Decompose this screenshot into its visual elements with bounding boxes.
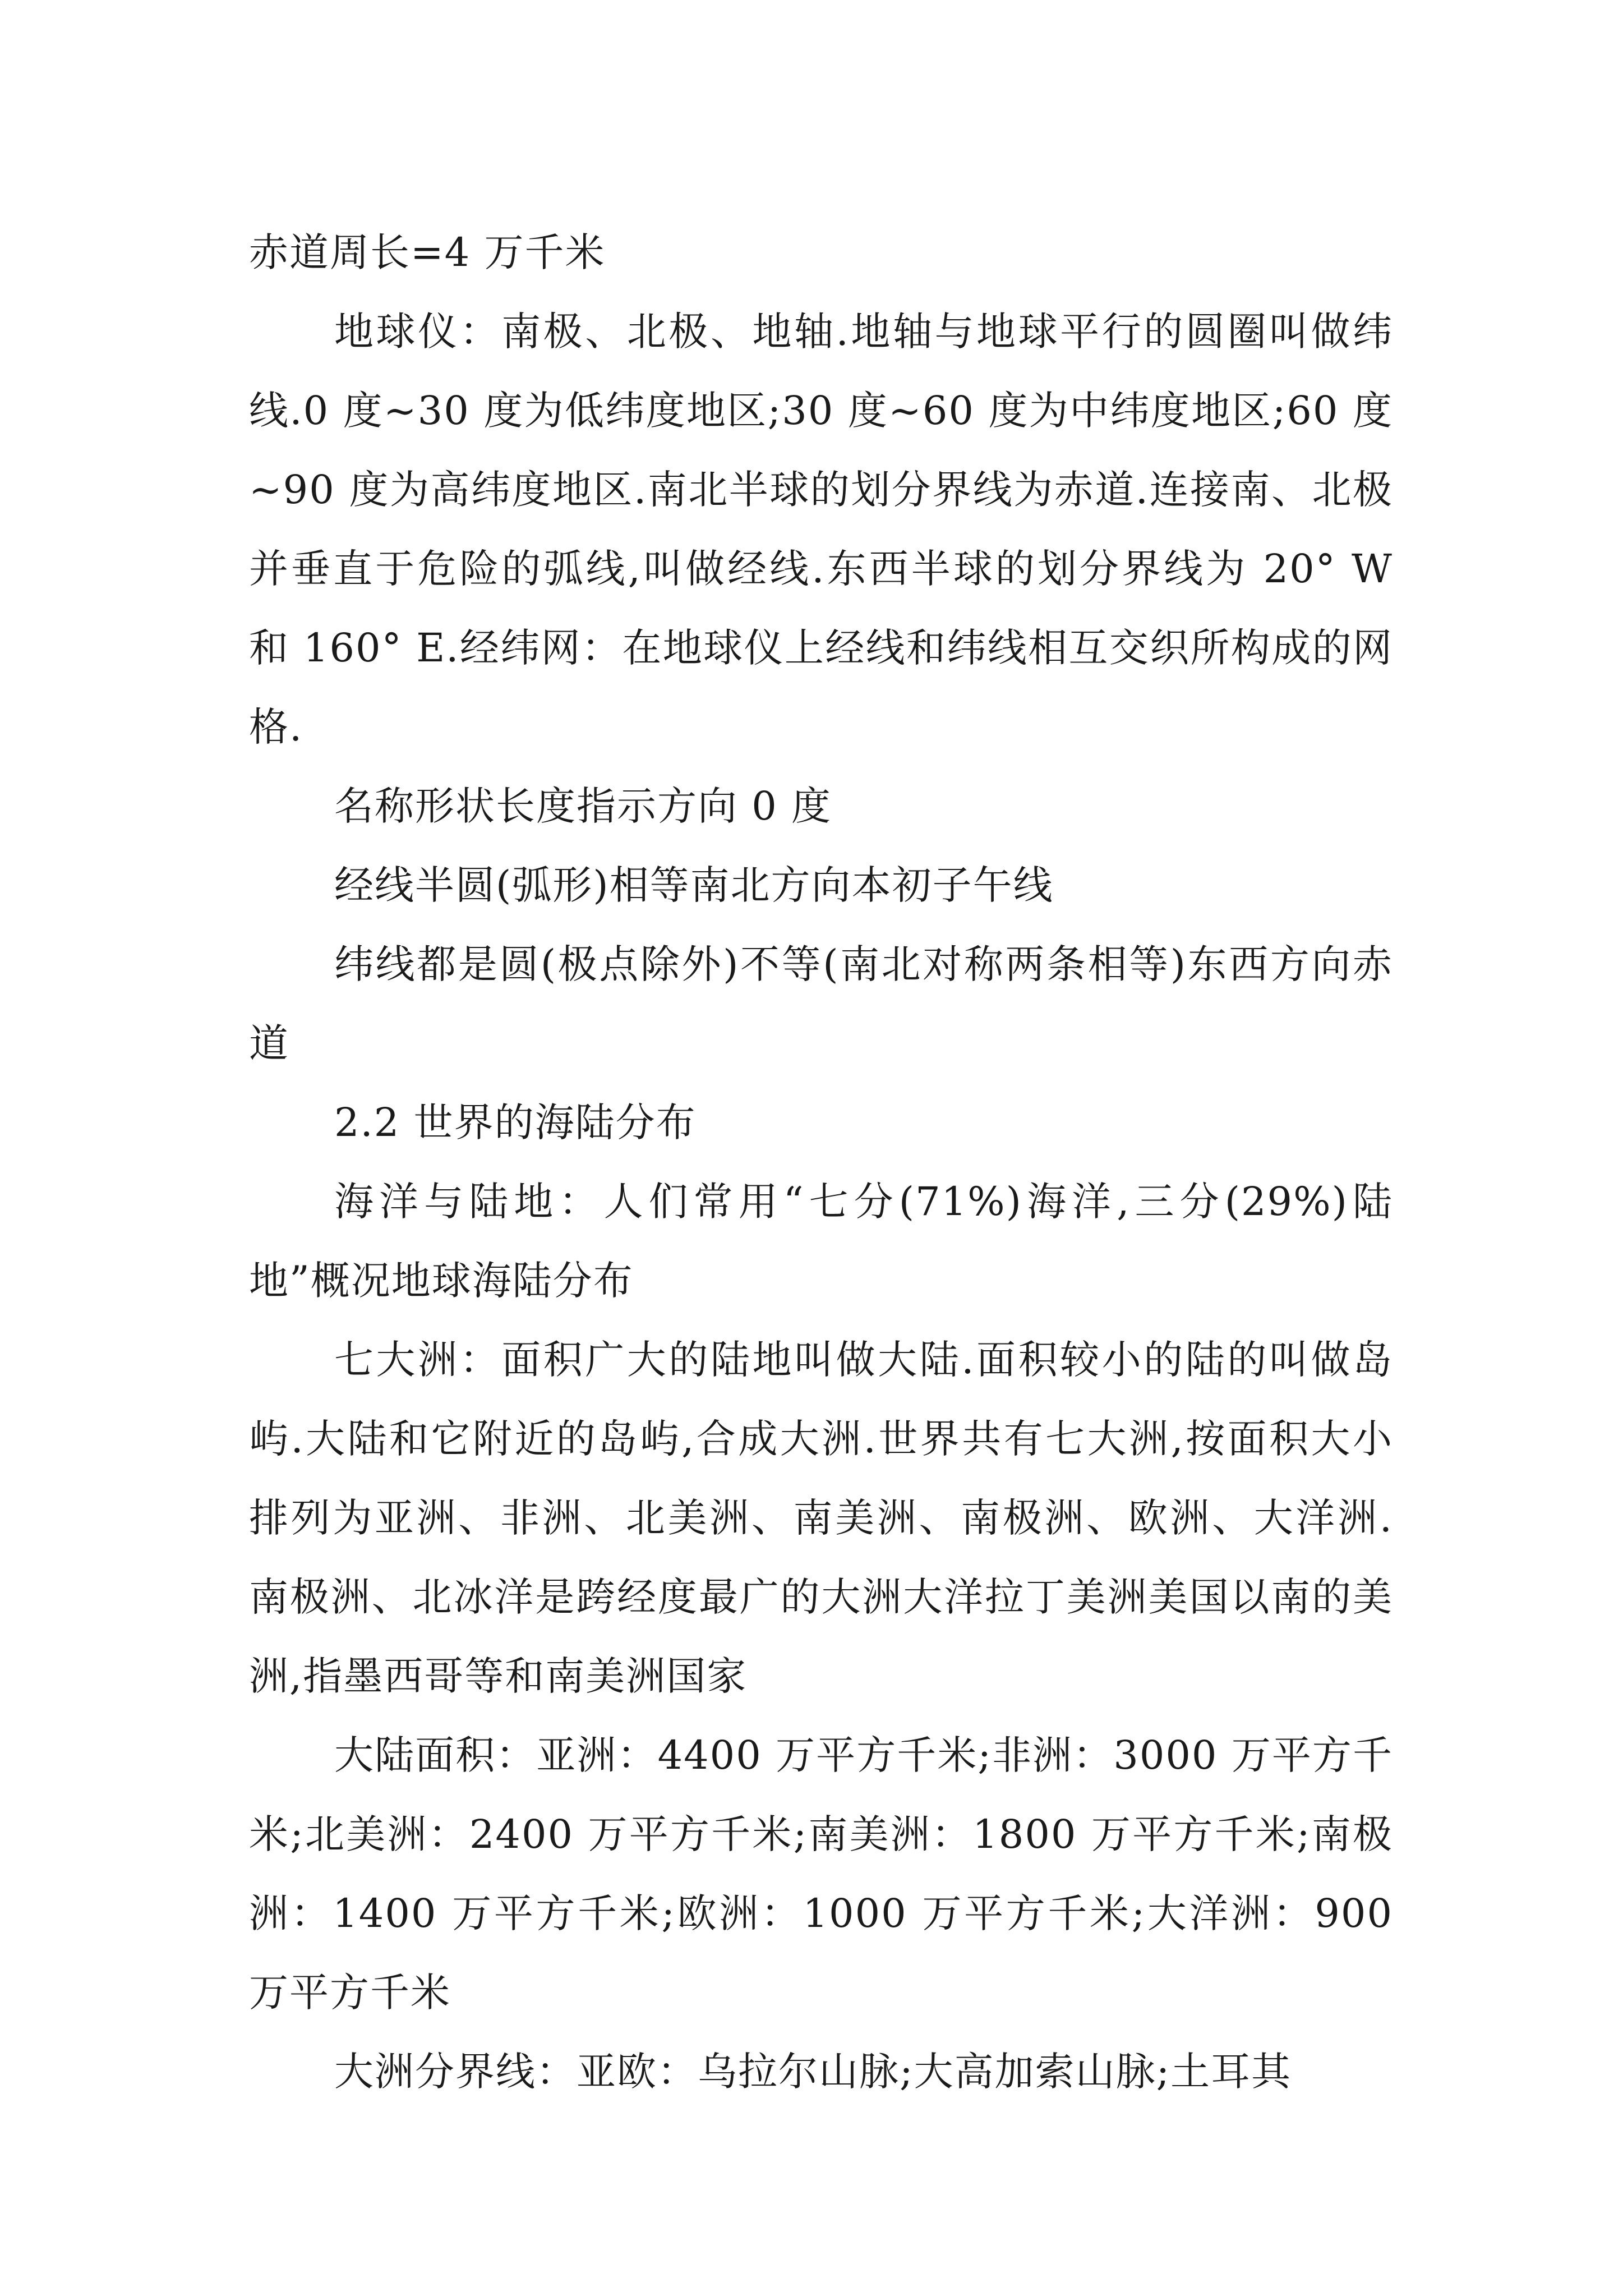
paragraph-continent-boundaries: 大洲分界线：亚欧：乌拉尔山脉;大高加索山脉;土耳其 [334,2049,1292,2095]
paragraph-table-header: 名称形状长度指示方向 0 度 [334,783,832,829]
paragraph-globe: 地球仪：南极、北极、地轴.地轴与地球平行的圆圈叫做纬线.0 度~30 度为低纬度地区;30 度~60 度为中纬度地区;60 度~90 度为高纬度地区.南北半球的划分界线为赤道.连接南、北极并垂直于危险的弧线,叫做经线.东西半球的划分界线为 20° W 和 160° E.经纬网：在地球仪上经线和纬线相互交织所构成的网格. [249,309,1393,750]
paragraph-meridian-row: 经线半圆(弧形)相等南北方向本初子午线 [334,862,1054,908]
document-body [249,213,1393,2111]
paragraph-seven-continents: 七大洲：面积广大的陆地叫做大陆.面积较小的陆的叫做岛屿.大陆和它附近的岛屿,合成大洲.世界共有七大洲,按面积大小排列为亚洲、非洲、北美洲、南美洲、南极洲、欧洲、大洋洲.南极洲、北冰洋是跨经度最广的大洲大洋拉丁美洲美国以南的美洲,指墨西哥等和南美洲国家 [249,1337,1393,1699]
paragraph-ocean-land: 海洋与陆地：人们常用“七分(71%)海洋,三分(29%)陆地”概况地球海陆分布 [249,1179,1393,1304]
paragraph-parallel-row: 纬线都是圆(极点除外)不等(南北对称两条相等)东西方向赤道 [249,941,1393,1066]
paragraph-equator-length: 赤道周长=4 万千米 [249,229,606,275]
paragraph-continent-areas: 大陆面积：亚洲：4400 万平方千米;非洲：3000 万平方千米;北美洲：2400 万平方千米;南美洲：1800 万平方千米;南极洲：1400 万平方千米;欧洲：1000 万平方千米;大洋洲：900 万平方千米 [249,1732,1393,2016]
section-heading-2-2: 2.2 世界的海陆分布 [334,1099,697,1145]
